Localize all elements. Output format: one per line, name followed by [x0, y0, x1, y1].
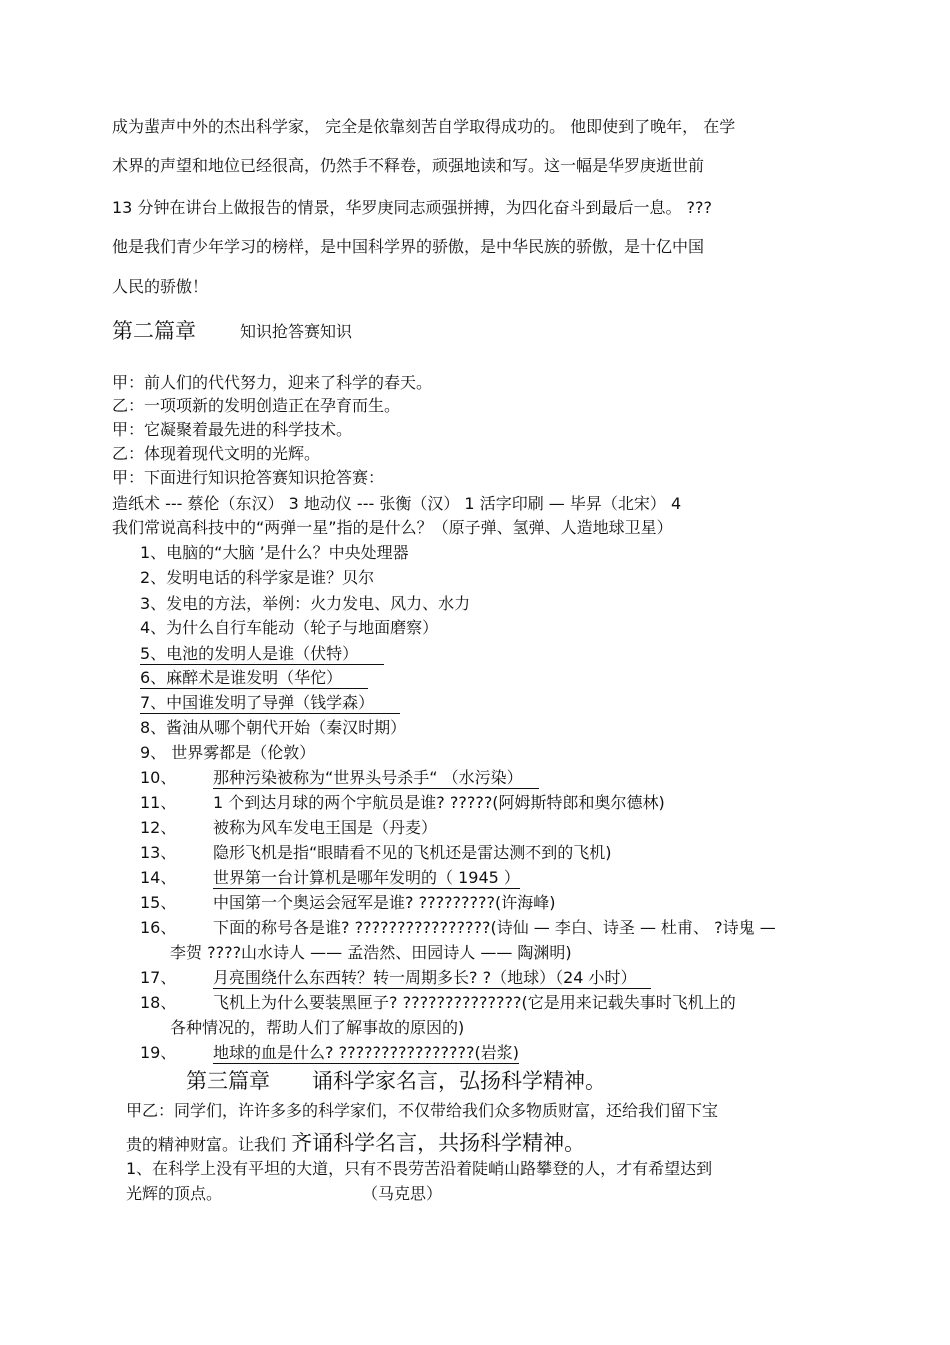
quiz-question-text: 地球的血是什么? ????????????????(岩浆) — [213, 1043, 519, 1062]
quiz-question: 飞机上为什么要装黑匣子? ??????????????(它是用来记载失事时飞机上的 — [213, 993, 736, 1012]
quiz-question-number: 10、 — [140, 768, 177, 787]
chapter2-subtitle: 知识抢答赛知识 — [240, 322, 353, 341]
quiz-question — [213, 868, 520, 888]
quiz-question-number: 16、 — [140, 918, 177, 937]
quiz-question-number: 15、 — [140, 893, 177, 912]
dialogue-line: 甲：前人们的代代努力，迎来了科学的春天。 — [112, 373, 433, 392]
quiz-question — [140, 644, 384, 664]
quiz-question-text: 5、电池的发明人是谁（伏特） — [140, 644, 384, 665]
chapter3-subtitle: 诵科学家名言，弘扬科学精神。 — [312, 1069, 606, 1093]
chapter3-heading: 第三篇章 — [186, 1069, 270, 1093]
quiz-question-text: 6、麻醉术是谁发明（华佗） — [140, 668, 368, 689]
quiz-question-number: 14、 — [140, 868, 177, 887]
quote-1: 1、在科学上没有平坦的大道，只有不畏劳苦沿着陡峭山路攀登的人，才有希望达到 — [126, 1159, 713, 1178]
inventions-line: 造纸术 --- 蔡伦（东汉） 3 地动仪 --- 张衡（汉） 1 活字印刷 — 毕昇（北宋） 4 — [112, 494, 682, 513]
quiz-question-text: 世界第一台计算机是哪年发明的（ 1945 ） — [213, 868, 520, 887]
quiz-question — [140, 693, 400, 713]
intro-line-4: 他是我们青少年学习的榜样，是中国科学界的骄傲，是中华民族的骄傲，是十亿中国 — [112, 237, 705, 256]
two-bombs-question: 我们常说高科技中的“两弹一星”指的是什么？（原子弹、氢弹、人造地球卫星） — [112, 518, 673, 537]
quiz-question: 被称为风车发电王国是（丹麦） — [213, 818, 438, 837]
quiz-question-number: 19、 — [140, 1043, 177, 1062]
quiz-question: 1、电脑的“大脑 ’是什么？中央处理器 — [140, 543, 409, 562]
quiz-question: 1 个到达月球的两个宇航员是谁? ?????(阿姆斯特郎和奥尔德林) — [213, 793, 665, 812]
quiz-question: 9、 世界雾都是（伦敦） — [140, 743, 316, 762]
quiz-question — [140, 668, 368, 688]
intro-line-2: 术界的声望和地位已经很高，仍然手不释卷，顽强地读和写。这一幅是华罗庚逝世前 — [112, 156, 705, 175]
quiz-question: 2、发明电话的科学家是谁？贝尔 — [140, 568, 375, 587]
intro-line-1: 成为蜚声中外的杰出科学家， 完全是依靠刻苦自学取得成功的。 他即使到了晚年， 在学 — [112, 117, 736, 136]
closing-line-1: 甲乙：同学们，许许多多的科学家们，不仅带给我们众多物质财富，还给我们留下宝 — [126, 1101, 719, 1120]
quiz-question-text: 月亮围绕什么东西转？转一周期多长? ?（地球）（24 小时） — [213, 968, 651, 989]
quiz-question — [213, 1043, 519, 1063]
quiz-question-number: 13、 — [140, 843, 177, 862]
quiz-question-number: 18、 — [140, 993, 177, 1012]
quote-1-continued: 光辉的顶点。 — [126, 1184, 223, 1203]
quiz-question-text: 7、中国谁发明了导弹（钱学森） — [140, 693, 400, 714]
quiz-question — [213, 968, 651, 988]
closing-line-2-emphasis: 齐诵科学名言，共扬科学精神。 — [291, 1131, 586, 1155]
dialogue-line: 乙：一项项新的发明创造正在孕育而生。 — [112, 396, 401, 415]
quiz-question: 隐形飞机是指“眼睛看不见的飞机还是雷达测不到的飞机) — [213, 843, 612, 862]
quiz-question: 3、发电的方法，举例：火力发电、风力、水力 — [140, 594, 471, 613]
quote-1-author: （马克思） — [362, 1184, 443, 1203]
intro-line-5: 人民的骄傲！ — [112, 277, 209, 296]
quiz-question-number: 12、 — [140, 818, 177, 837]
intro-line-3: 13 分钟在讲台上做报告的情景，华罗庚同志顽强拼搏，为四化奋斗到最后一息。 ??? — [112, 198, 713, 217]
quiz-question-number: 17、 — [140, 968, 177, 987]
chapter2-heading: 第二篇章 — [112, 319, 196, 343]
dialogue-line: 甲：下面进行知识抢答赛知识抢答赛： — [112, 468, 385, 487]
quiz-question-continued: 各种情况的，帮助人们了解事故的原因的) — [170, 1018, 465, 1037]
quiz-question-continued: 李贺 ????山水诗人 —— 孟浩然、田园诗人 —— 陶渊明) — [170, 943, 572, 962]
dialogue-line: 乙：体现着现代文明的光辉。 — [112, 444, 321, 463]
quiz-question-number: 11、 — [140, 793, 177, 812]
quiz-question: 4、为什么自行车能动（轮子与地面磨察） — [140, 618, 439, 637]
quiz-question — [213, 768, 539, 788]
closing-line-2-lead: 贵的精神财富。让我们 — [126, 1135, 292, 1154]
closing-line-2 — [126, 1130, 585, 1156]
dialogue-line: 甲：它凝聚着最先进的科学技术。 — [112, 420, 353, 439]
quiz-question: 中国第一个奥运会冠军是谁? ?????????(许海峰) — [213, 893, 556, 912]
quiz-question: 下面的称号各是谁? ????????????????(诗仙 — 李白、诗圣 — 杜甫、 ?诗鬼 — — [213, 918, 776, 937]
quiz-question: 8、酱油从哪个朝代开始（秦汉时期） — [140, 718, 407, 737]
quiz-question-text: 那种污染被称为“世界头号杀手“ （水污染） — [213, 768, 539, 789]
